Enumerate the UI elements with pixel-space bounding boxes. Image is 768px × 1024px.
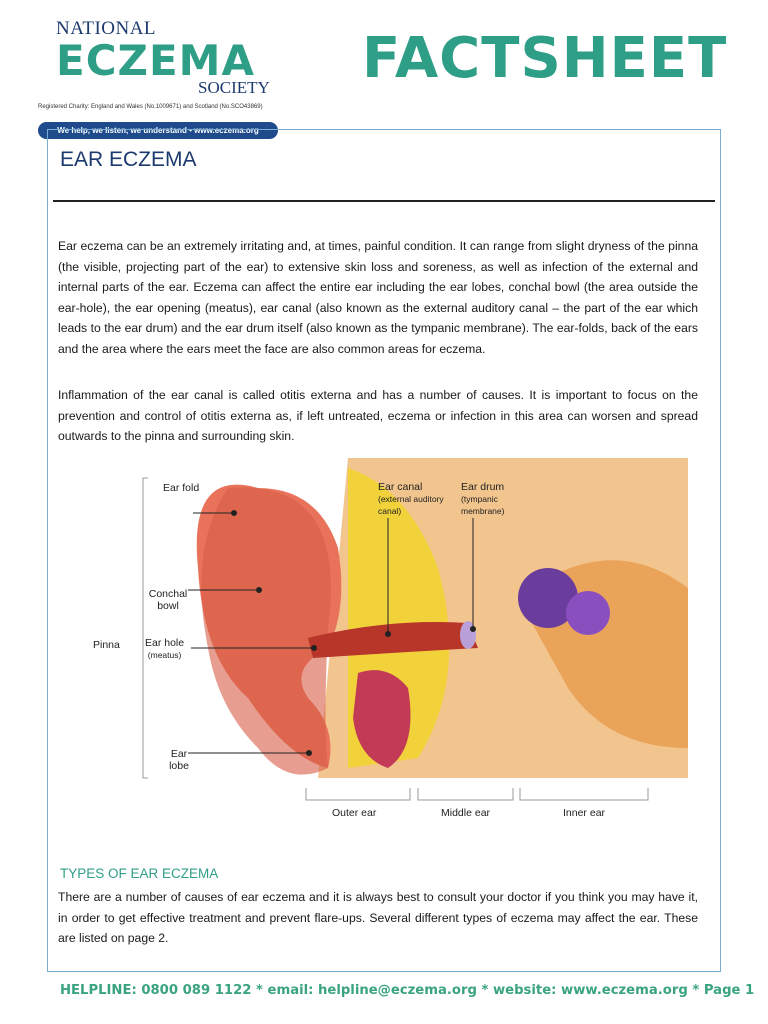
ear-canal-text: Ear canal: [378, 481, 423, 493]
footer-contact: HELPLINE: 0800 089 1122 * email: helpline@eczema.org * website: www.eczema.org * Page 1: [60, 983, 755, 998]
ear-anatomy-diagram: [48, 448, 698, 838]
types-paragraph: There are a number of causes of ear eczema and it is always best to consult your doctor if you think you may have it, in order to get effective treatment and prevent flare-ups. Several different types of eczema may affect the ear. These are listed on page 2.: [58, 890, 698, 946]
ear-drum-text: Ear drum: [461, 481, 505, 493]
types-heading: TYPES OF EAR ECZEMA: [60, 866, 219, 881]
title-divider: [53, 200, 715, 202]
ear-canal-sub: (external auditory canal): [378, 494, 444, 516]
intro-paragraph: Ear eczema can be an extremely irritating and, at times, painful condition. It can range from slight dryness of the pinna (the visible, projecting part of the ear) to extensive skin loss and soreness, as well as infection of the external and internal parts of the ear. Eczema can affect the entire ear including the ear lobes, conchal bowl (the area outside the ear-hole), the ear opening (meatus), ear canal (also known as the external auditory canal – the part of the ear which leads to the ear drum) and the ear drum itself (also known as the tympanic membrane). The ear-folds, back of the ears and the area where the ears meet the face are also common areas for eczema.: [58, 239, 698, 356]
label-ear-drum: [461, 481, 521, 517]
label-outer-ear: Outer ear: [332, 807, 377, 819]
label-middle-ear: Middle ear: [441, 807, 491, 819]
factsheet-heading: FACTSHEET: [362, 26, 728, 91]
label-ear-lobe: Ear lobe: [169, 748, 189, 772]
logo-eczema: ECZEMA: [56, 36, 255, 85]
page-title: EAR ECZEMA: [60, 148, 197, 171]
label-ear-hole: [145, 637, 184, 661]
ear-hole-text: Ear hole: [145, 637, 185, 649]
otitis-paragraph: Inflammation of the ear canal is called otitis externa and has a number of causes. It is important to focus on the prevention and control of otitis externa as, if left untreated, eczema or infection in this area can worsen and spread outwards to the pinna and surrounding skin.: [58, 388, 698, 444]
logo-society: SOCIETY: [198, 78, 270, 97]
registration-text: Registered Charity: England and Wales (No.1009671) and Scotland (No.SCO43869): [38, 104, 263, 110]
national-eczema-society-logo: [38, 18, 288, 135]
label-ear-canal: [378, 481, 453, 517]
tagline-banner: We help, we listen, we understand • www.eczema.org: [38, 122, 278, 139]
label-ear-fold: Ear fold: [163, 482, 200, 494]
label-pinna: Pinna: [93, 639, 120, 651]
ear-drum-sub: (tympanic membrane): [461, 494, 505, 516]
label-inner-ear: Inner ear: [563, 807, 606, 819]
label-conchal-bowl: Conchal bowl: [148, 588, 188, 612]
logo-national: NATIONAL: [56, 18, 157, 39]
meatus-text: (meatus): [147, 650, 182, 660]
